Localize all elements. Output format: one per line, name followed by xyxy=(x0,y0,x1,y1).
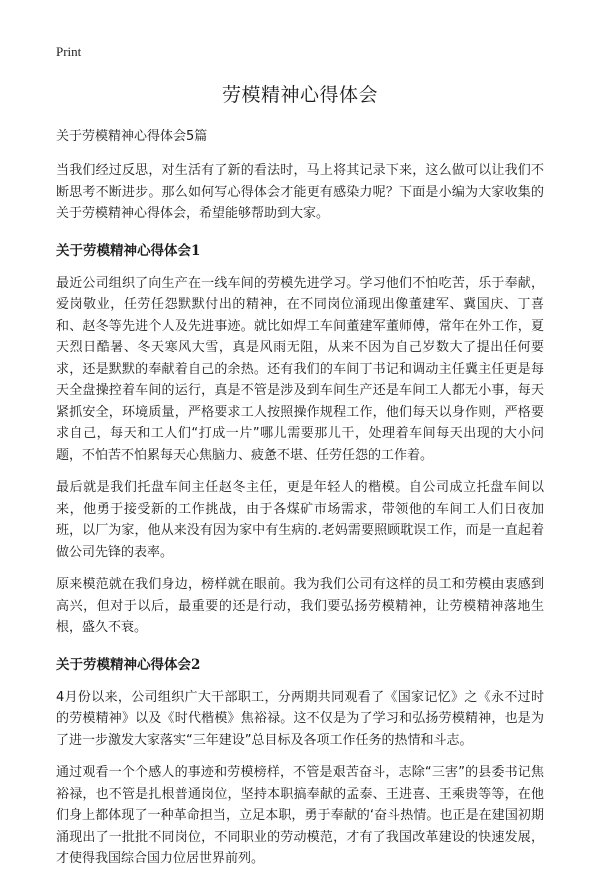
section-heading-1: 关于劳模精神心得体会1 xyxy=(56,242,201,259)
section-1-paragraph-3: 原来模范就在我们身边，榜样就在眼前。我为我们公司有这样的员工和劳模由衷感到高兴，但对于以后，最重要的还是行动，我们要弘扬劳模精神，让劳模精神落地生根，盛久不衰。 xyxy=(56,577,544,635)
document-subtitle: 关于劳模精神心得体会5篇 xyxy=(56,129,208,144)
section-2-paragraph-1: 4月份以来，公司组织广大干部职工，分两期共同观看了《国家记忆》之《永不过时的劳模精神》以及《时代楷模》焦裕禄。这不仅是为了学习和弘扬劳模精神，也是为了进一步激发大家落实“三年建设”总目标及各项工作任务的热情和斗志。 xyxy=(56,689,544,748)
intro-paragraph: 当我们经过反思，对生活有了新的看法时，马上将其记录下来，这么做可以让我们不断思考不断进步。那么如何写心得体会才能更有感染力呢？下面是小编为大家收集的关于劳模精神心得体会，希望能够帮助到大家。 xyxy=(56,163,544,221)
section-2-paragraph-2: 通过观看一个个感人的事迹和劳模榜样，不管是艰苦奋斗，志除“三害”的县委书记焦裕禄，也不管是扎根普通岗位，坚持本职搞奉献的孟泰、王进喜、王乘贵等等，在他们身上都体现了一种革命担当，立足本职，勇于奉献的‘奋斗热情。也正是在建国初期涌现出了一批批不同岗位，不同职业的劳动模范，才有了我国改革建设的快速发展，才使得我国综合国力位居世界前列。 xyxy=(56,765,544,866)
section-1-paragraph-1: 最近公司组织了向生产在一线车间的劳模先进学习。学习他们不怕吃苦，乐于奉献，爱岗敬业，任劳任怨默默付出的精神，在不同岗位涌现出像董建军、冀国庆、丁喜和、赵冬等先进个人及先进事迹。就比如焊工车间董建军董师傅，常年在外工作，夏天烈日酷暑、冬天寒风大雪，真是风雨无阻，从来不因为自己岁数大了提出任何要求，还是默默的奉献着自己的余热。还有我们的车间丁书记和调动主任冀主任更是每天全盘操控着车间的运行，真是不管是涉及到车间生产还是车间工人都无小事，每天紧抓安全，环境质量，严格要求工人按照操作规程工作，他们每天以身作则，严格要求自己，每天和工人们“打成一片”哪儿需要那儿干，处理着车间每天出现的大小问题，不怕苦不怕累每天心焦脑力、疲惫不堪、任劳任怨的工作着。 xyxy=(56,275,544,463)
page-title: 劳模精神心得体会 xyxy=(221,84,378,106)
section-heading-2: 关于劳模精神心得体会2 xyxy=(56,656,201,673)
section-1-paragraph-2: 最后就是我们托盘车间主任赵冬主任，更是年轻人的楷模。自公司成立托盘车间以来，他勇于接受新的工作挑战，由于各煤矿市场需求，带领他的车间工人们日夜加班，以厂为家，他从来没有因为家中有生病的.老妈需要照顾耽误工作，而是一直起着做公司先锋的表率。 xyxy=(56,480,544,560)
print-link[interactable]: Print xyxy=(56,44,82,59)
